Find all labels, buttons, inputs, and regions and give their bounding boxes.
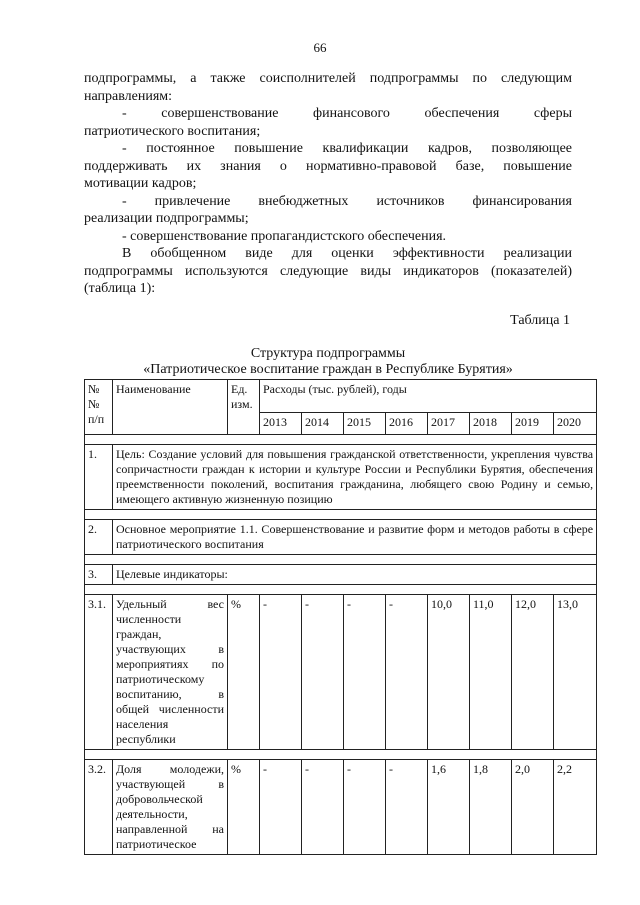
header-name: Наименование bbox=[113, 380, 228, 435]
row-num: 3. bbox=[85, 565, 113, 585]
indicator-value: 12,0 bbox=[512, 595, 554, 750]
paragraph-line: - совершенствование финансового обеспечения сферы bbox=[122, 106, 572, 121]
indicators-heading: Целевые индикаторы: bbox=[113, 565, 597, 585]
table-label: Таблица 1 bbox=[510, 313, 570, 328]
indicator-value: 2,0 bbox=[512, 760, 554, 855]
indicator-value: - bbox=[260, 595, 302, 750]
activity-text: Основное мероприятие 1.1. Совершенствование и развитие форм и методов работы в сфере патриотического воспитания bbox=[113, 520, 597, 555]
header-expenses: Расходы (тыс. рублей), годы bbox=[260, 380, 597, 413]
table-title-line-1: Структура подпрограммы bbox=[250, 346, 406, 361]
paragraph-line: подпрограммы используются следующие виды индикаторов (показателей) bbox=[84, 263, 572, 279]
indicator-value: - bbox=[386, 760, 428, 855]
header-year: 2016 bbox=[386, 413, 428, 435]
indicator-value: - bbox=[344, 595, 386, 750]
header-year: 2015 bbox=[344, 413, 386, 435]
table-row bbox=[85, 520, 597, 555]
subprogram-table bbox=[84, 379, 597, 855]
indicator-value: 10,0 bbox=[428, 595, 470, 750]
row-num: 1. bbox=[85, 445, 113, 510]
table-row bbox=[85, 445, 597, 510]
indicator-unit: % bbox=[228, 595, 260, 750]
header-year: 2018 bbox=[470, 413, 512, 435]
table-row bbox=[85, 565, 597, 585]
paragraph-line: - совершенствование пропагандистского обеспечения. bbox=[122, 228, 447, 244]
indicator-value: - bbox=[302, 760, 344, 855]
paragraph-line: В обобщенном виде для оценки эффективности реализации bbox=[122, 246, 572, 261]
paragraph-line: - привлечение внебюджетных источников финансирования bbox=[122, 193, 572, 209]
paragraph-line: патриотического воспитания; bbox=[84, 123, 261, 139]
table-row bbox=[85, 595, 597, 750]
indicator-value: 1,6 bbox=[428, 760, 470, 855]
indicator-value: 11,0 bbox=[470, 595, 512, 750]
header-year: 2017 bbox=[428, 413, 470, 435]
page-number: 66 bbox=[313, 40, 327, 55]
paragraph-line: (таблица 1): bbox=[84, 281, 156, 296]
paragraph-line: подпрограммы, а также соисполнителей подпрограммы по следующим bbox=[84, 71, 572, 86]
indicator-value: - bbox=[302, 595, 344, 750]
header-year: 2020 bbox=[554, 413, 597, 435]
row-num: 3.2. bbox=[85, 760, 113, 855]
indicator-value: - bbox=[260, 760, 302, 855]
table-title-line-2: «Патриотическое воспитание граждан в Республике Бурятия» bbox=[143, 361, 513, 377]
row-num: 2. bbox=[85, 520, 113, 555]
header-year: 2014 bbox=[302, 413, 344, 435]
paragraph-line: мотивации кадров; bbox=[84, 176, 197, 191]
table-title bbox=[84, 346, 572, 377]
indicator-name: Доля молодежи, участвующей в добровольческой деятельности, направленной на патриотическое bbox=[113, 760, 228, 855]
header-unit: Ед. изм. bbox=[228, 380, 260, 435]
goal-text: Цель: Создание условий для повышения гражданской ответственности, укрепления чувства сопричастности граждан к истории и культуре России и Республики Бурятия, обеспечения преемственности поколений, воспитания гражданина, любящего свою Родину и семью, имеющего активную жизненную позицию bbox=[113, 445, 597, 510]
indicator-value: 13,0 bbox=[554, 595, 597, 750]
header-year: 2019 bbox=[512, 413, 554, 435]
table-row bbox=[85, 760, 597, 855]
indicator-unit: % bbox=[228, 760, 260, 855]
paragraph-line: - постоянное повышение квалификации кадров, позволяющее bbox=[122, 141, 572, 156]
header-num: № № п/п bbox=[85, 380, 113, 435]
paragraph-line: реализации подпрограммы; bbox=[84, 211, 249, 226]
indicator-value: - bbox=[386, 595, 428, 750]
indicator-value: 1,8 bbox=[470, 760, 512, 855]
paragraph-line: поддерживать их знания о нормативно-правовой базе, повышение bbox=[84, 158, 572, 174]
indicator-value: - bbox=[344, 760, 386, 855]
indicator-name: Удельный вес численности граждан, участвующих в мероприятиях по патриотическому воспитанию, в общей численности населения республики bbox=[113, 595, 228, 750]
body-text bbox=[84, 70, 572, 298]
paragraph-line: направлениям: bbox=[84, 88, 173, 104]
header-year: 2013 bbox=[260, 413, 302, 435]
row-num: 3.1. bbox=[85, 595, 113, 750]
indicator-value: 2,2 bbox=[554, 760, 597, 855]
